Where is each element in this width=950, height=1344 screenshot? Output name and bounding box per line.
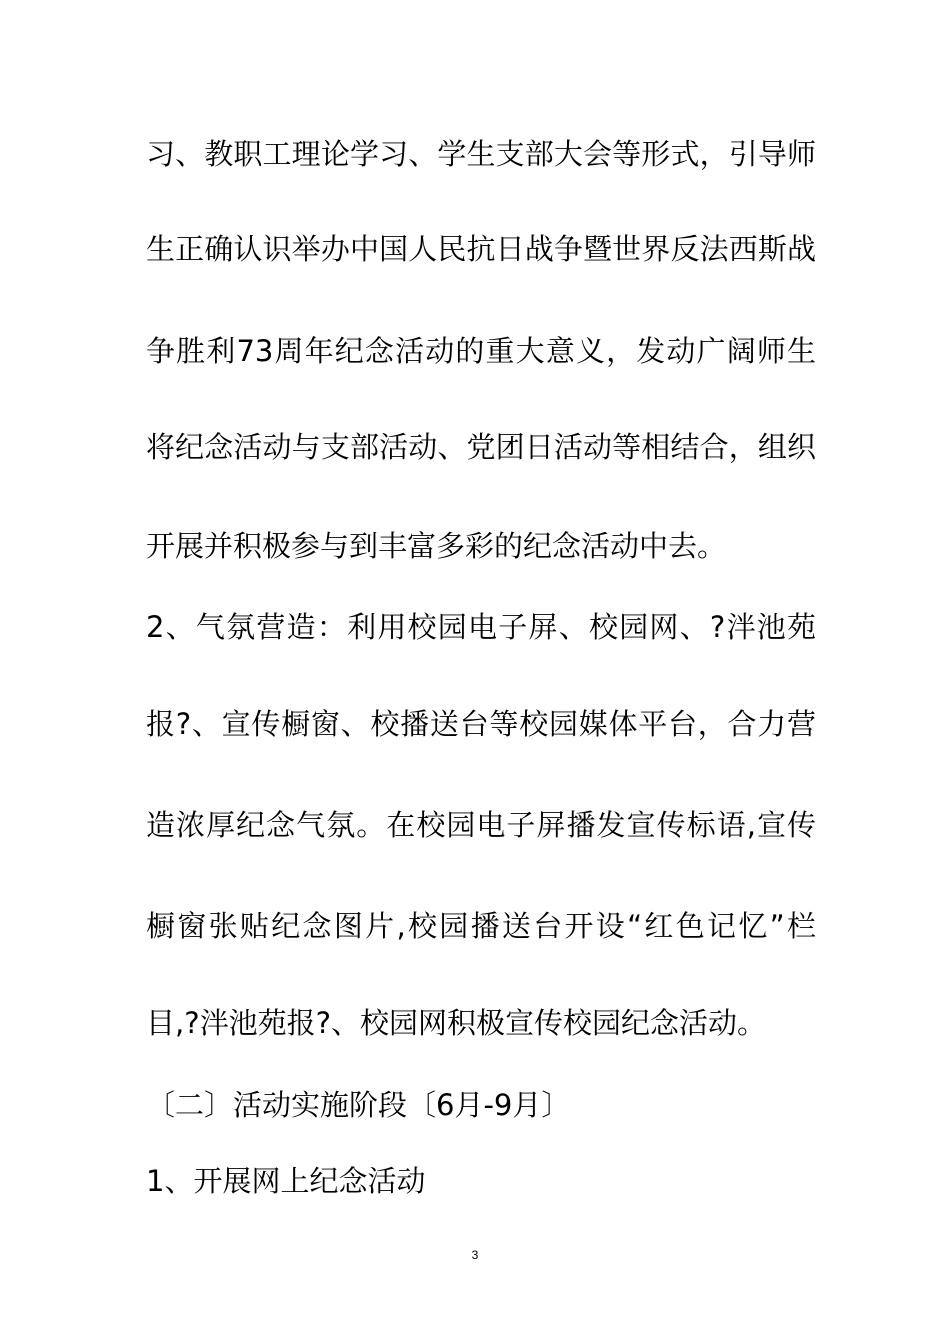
paragraph-line-1: 习、教职工理论学习、学生支部大会等形式，引导师 bbox=[146, 137, 816, 171]
page-number: 3 bbox=[471, 1248, 479, 1262]
paragraph-line-10: 目,?泮池苑报?、校园网积极宣传校园纪念活动。 bbox=[146, 1006, 767, 1040]
paragraph-line-6: 2、气氛营造：利用校园电子屏、校园网、?泮池苑 bbox=[146, 610, 816, 644]
paragraph-line-4: 将纪念活动与支部活动、党团日活动等相结合，组织 bbox=[146, 430, 816, 464]
section-heading: 〔二〕活动实施阶段〔6月-9月〕 bbox=[146, 1088, 571, 1122]
paragraph-line-7: 报?、宣传橱窗、校播送台等校园媒体平台，合力营 bbox=[146, 707, 816, 741]
paragraph-line-5: 开展并积极参与到丰富多彩的纪念活动中去。 bbox=[146, 529, 727, 563]
paragraph-line-2: 生正确认识举办中国人民抗日战争暨世界反法西斯战 bbox=[146, 232, 816, 266]
paragraph-line-3: 争胜利73周年纪念活动的重大意义，发动广阔师生 bbox=[146, 334, 816, 368]
subsection-heading: 1、开展网上纪念活动 bbox=[146, 1164, 426, 1198]
paragraph-line-8: 造浓厚纪念气氛。在校园电子屏播发宣传标语,宣传 bbox=[146, 808, 816, 842]
paragraph-line-9: 橱窗张贴纪念图片,校园播送台开设“红色记忆”栏 bbox=[146, 909, 816, 943]
